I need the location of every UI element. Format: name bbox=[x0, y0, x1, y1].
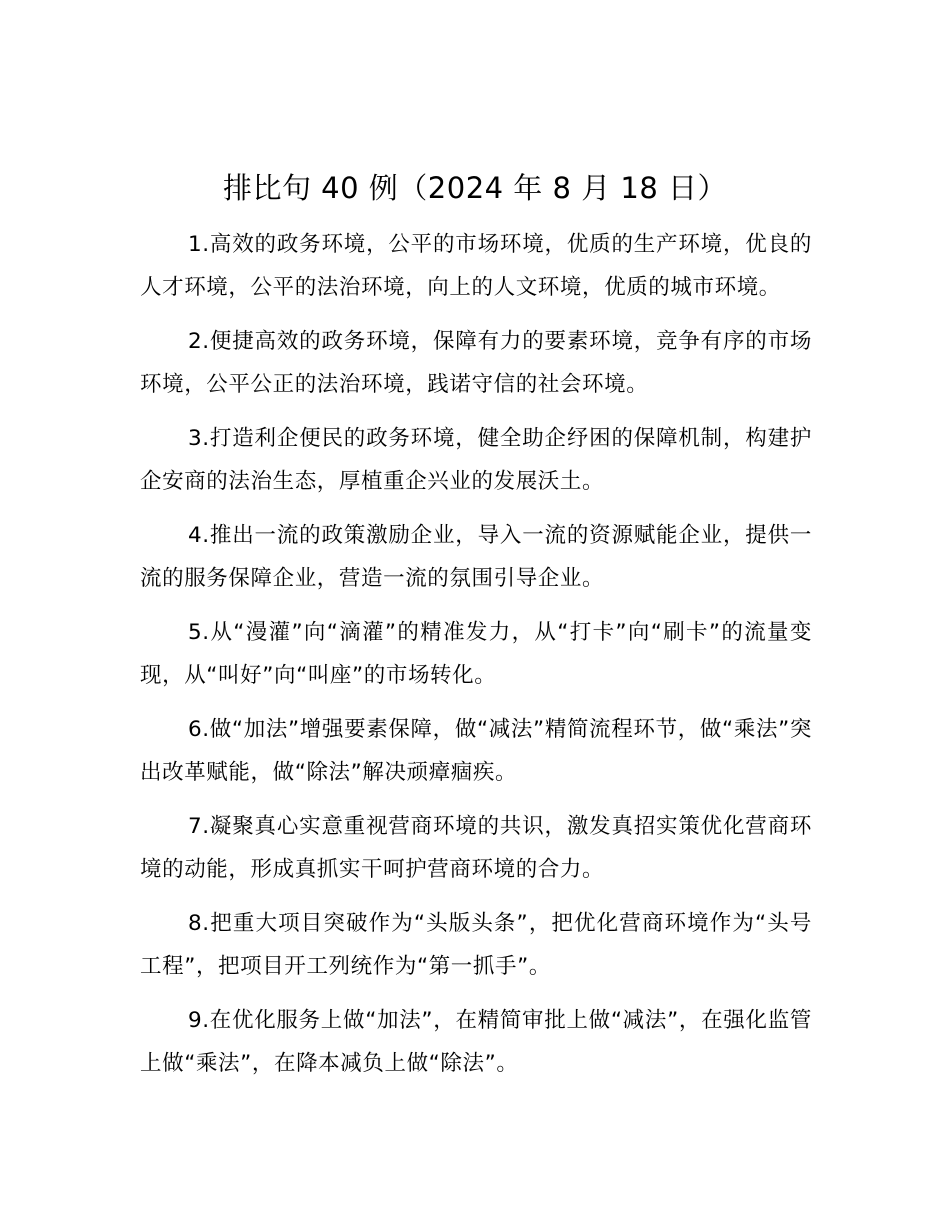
paragraph-9: 9.在优化服务上做“加法”，在精简审批上做“减法”，在强化监管上做“乘法”，在降本减负上做“除法”。 bbox=[140, 1008, 812, 1076]
paragraph-5: 5.从“漫灌”向“滴灌”的精准发力，从“打卡”向“刷卡”的流量变现，从“叫好”向“叫座”的市场转化。 bbox=[140, 620, 812, 688]
paragraph-1: 1.高效的政务环境，公平的市场环境，优质的生产环境，优良的人才环境，公平的法治环境，向上的人文环境，优质的城市环境。 bbox=[140, 232, 812, 300]
paragraph-6: 6.做“加法”增强要素保障，做“减法”精简流程环节，做“乘法”突出改革赋能，做“除法”解决顽瘴痼疾。 bbox=[140, 717, 812, 785]
paragraph-4: 4.推出一流的政策激励企业，导入一流的资源赋能企业，提供一流的服务保障企业，营造一流的氛围引导企业。 bbox=[140, 523, 812, 591]
document-title: 排比句 40 例（2024 年 8 月 18 日） bbox=[222, 171, 728, 205]
paragraph-7: 7.凝聚真心实意重视营商环境的共识，激发真招实策优化营商环境的动能，形成真抓实干呵护营商环境的合力。 bbox=[140, 814, 812, 882]
paragraph-2: 2.便捷高效的政务环境，保障有力的要素环境，竞争有序的市场环境，公平公正的法治环境，践诺守信的社会环境。 bbox=[140, 329, 812, 397]
document-body bbox=[140, 224, 812, 1097]
paragraph-8: 8.把重大项目突破作为“头版头条”，把优化营商环境作为“头号工程”，把项目开工列统作为“第一抓手”。 bbox=[140, 911, 812, 979]
paragraph-3: 3.打造利企便民的政务环境，健全助企纾困的保障机制，构建护企安商的法治生态，厚植重企兴业的发展沃土。 bbox=[140, 426, 812, 494]
